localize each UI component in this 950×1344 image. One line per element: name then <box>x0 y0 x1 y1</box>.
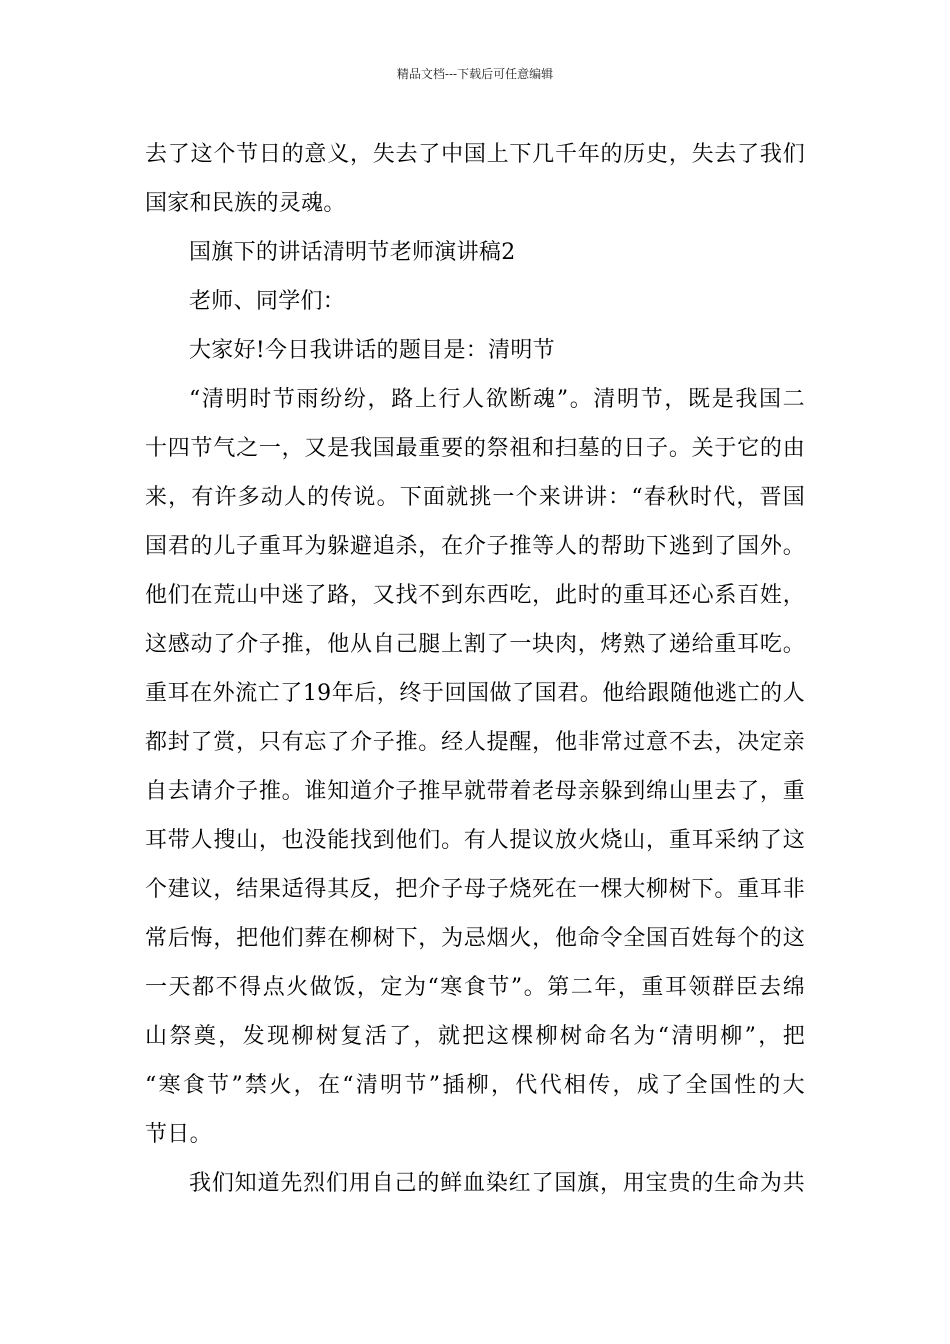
paragraph-continuation <box>145 130 805 228</box>
greeting: 老师、同学们： <box>189 289 346 314</box>
text-line: 个建议，结果适得其反，把介子母子烧死在一棵大柳树下。重耳非 <box>145 877 805 902</box>
text-line: 去了这个节日的意义，失去了中国上下几千年的历史，失去了我们 <box>145 142 805 167</box>
intro-line: 大家好!今日我讲话的题目是：清明节 <box>189 338 555 363</box>
text-line: 来，有许多动人的传说。下面就挑一个来讲讲：“春秋时代，晋国 <box>145 485 805 510</box>
text-line: 山祭奠，发现柳树复活了，就把这棵柳树命名为“清明柳”，把 <box>145 1024 805 1049</box>
text-line: 国家和民族的灵魂。 <box>145 191 346 216</box>
document-body <box>145 130 805 1208</box>
paragraph-closing <box>145 1159 805 1208</box>
text-line: 国君的儿子重耳为躲避追杀，在介子推等人的帮助下逃到了国外。 <box>145 534 805 559</box>
text-line: 这感动了介子推，他从自己腿上割了一块肉，烤熟了递给重耳吃。 <box>145 632 805 657</box>
text-line: 都封了赏，只有忘了介子推。经人提醒，他非常过意不去，决定亲 <box>145 730 805 755</box>
text-line: 我们知道先烈们用自己的鲜血染红了国旗，用宝贵的生命为共 <box>189 1171 805 1196</box>
text-line: 他们在荒山中迷了路，又找不到东西吃，此时的重耳还心系百姓， <box>145 583 805 608</box>
text-line: 一天都不得点火做饭，定为“寒食节”。第二年，重耳领群臣去绵 <box>145 975 805 1000</box>
page-header: 精品文档---下载后可任意编辑 <box>396 67 554 81</box>
text-line: 耳带人搜山，也没能找到他们。有人提议放火烧山，重耳采纳了这 <box>145 828 805 853</box>
text-line: “寒食节”禁火，在“清明节”插柳，代代相传，成了全国性的大 <box>145 1073 805 1098</box>
text-line: 自去请介子推。谁知道介子推早就带着老母亲躲到绵山里去了，重 <box>145 779 805 804</box>
text-line: “清明时节雨纷纷，路上行人欲断魂”。清明节，既是我国二 <box>189 387 805 412</box>
paragraph-story <box>145 375 805 1159</box>
text-line: 常后悔，把他们葬在柳树下，为忌烟火，他命令全国百姓每个的这 <box>145 926 805 951</box>
speech-title: 国旗下的讲话清明节老师演讲稿2 <box>189 240 516 265</box>
text-line: 十四节气之一，又是我国最重要的祭祖和扫墓的日子。关于它的由 <box>145 436 805 461</box>
text-line: 重耳在外流亡了19年后，终于回国做了国君。他给跟随他逃亡的人 <box>145 681 805 706</box>
text-line: 节日。 <box>145 1122 212 1147</box>
